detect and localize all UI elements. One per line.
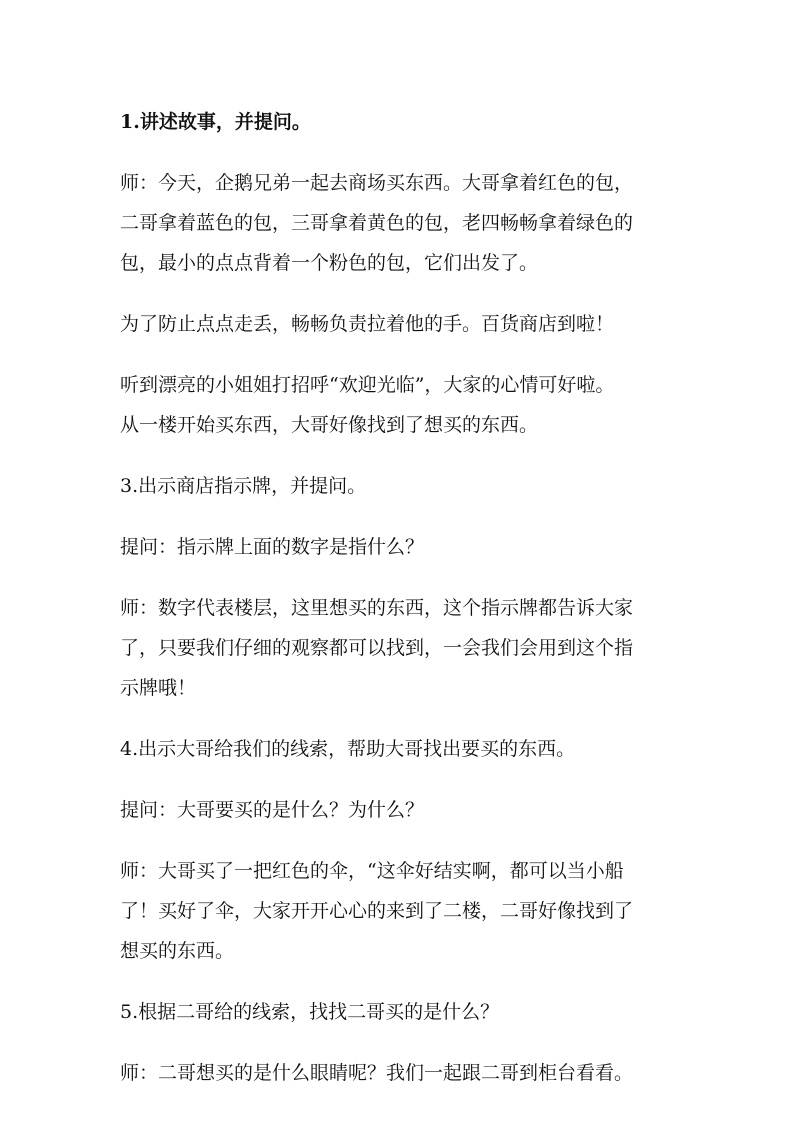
question-2 (120, 790, 680, 830)
text-line: 4.出示大哥给我们的线索，帮助大哥找出要买的东西。 (120, 738, 576, 760)
text-line: 包，最小的点点背着一个粉色的包，它们出发了。 (120, 252, 539, 274)
teacher-narration-4 (120, 1053, 680, 1093)
text-line: 师：今天，企鹅兄弟一起去商场买东西。大哥拿着红色的包， (120, 172, 634, 194)
document-body (120, 102, 680, 1114)
text-line: 从一楼开始买东西，大哥好像找到了想买的东西。 (120, 414, 539, 436)
teacher-narration-2 (120, 588, 680, 708)
text-line: 提问：大哥要买的是什么？为什么？ (120, 799, 425, 821)
text-line: 师：大哥买了一把红色的伞，“这伞好结实啊，都可以当小船 (120, 860, 624, 882)
text-line: 提问：指示牌上面的数字是指什么？ (120, 536, 425, 558)
text-line: 了！买好了伞，大家开开心心的来到了二楼，二哥好像找到了 (120, 900, 634, 922)
text-line: 1.讲述故事，并提问。 (120, 111, 311, 133)
text-line: 示牌哦！ (120, 677, 197, 699)
text-line: 师：二哥想买的是什么眼睛呢？我们一起跟二哥到柜台看看。 (120, 1062, 634, 1084)
text-line: 师：数字代表楼层，这里想买的东西，这个指示牌都告诉大家 (120, 597, 634, 619)
section-heading-1 (120, 102, 680, 142)
narration-paragraph-2 (120, 304, 680, 344)
text-line: 3.出示商店指示牌，并提问。 (120, 475, 367, 497)
section-heading-3 (120, 466, 680, 506)
text-line: 了，只要我们仔细的观察都可以找到，一会我们会用到这个指 (120, 637, 634, 659)
text-line: 二哥拿着蓝色的包，三哥拿着黄色的包，老四畅畅拿着绿色的 (120, 212, 634, 234)
question-1 (120, 527, 680, 567)
text-line: 想买的东西。 (120, 940, 235, 962)
text-line: 为了防止点点走丢，畅畅负责拉着他的手。百货商店到啦！ (120, 313, 615, 335)
section-heading-4 (120, 729, 680, 769)
section-heading-5 (120, 992, 680, 1032)
text-line: 5.根据二哥给的线索，找找二哥买的是什么？ (120, 1001, 500, 1023)
narration-paragraph-3 (120, 365, 680, 445)
teacher-narration-3 (120, 851, 680, 971)
teacher-narration-1 (120, 163, 680, 283)
text-line: 听到漂亮的小姐姐打招呼“欢迎光临”，大家的心情可好啦。 (120, 374, 615, 396)
